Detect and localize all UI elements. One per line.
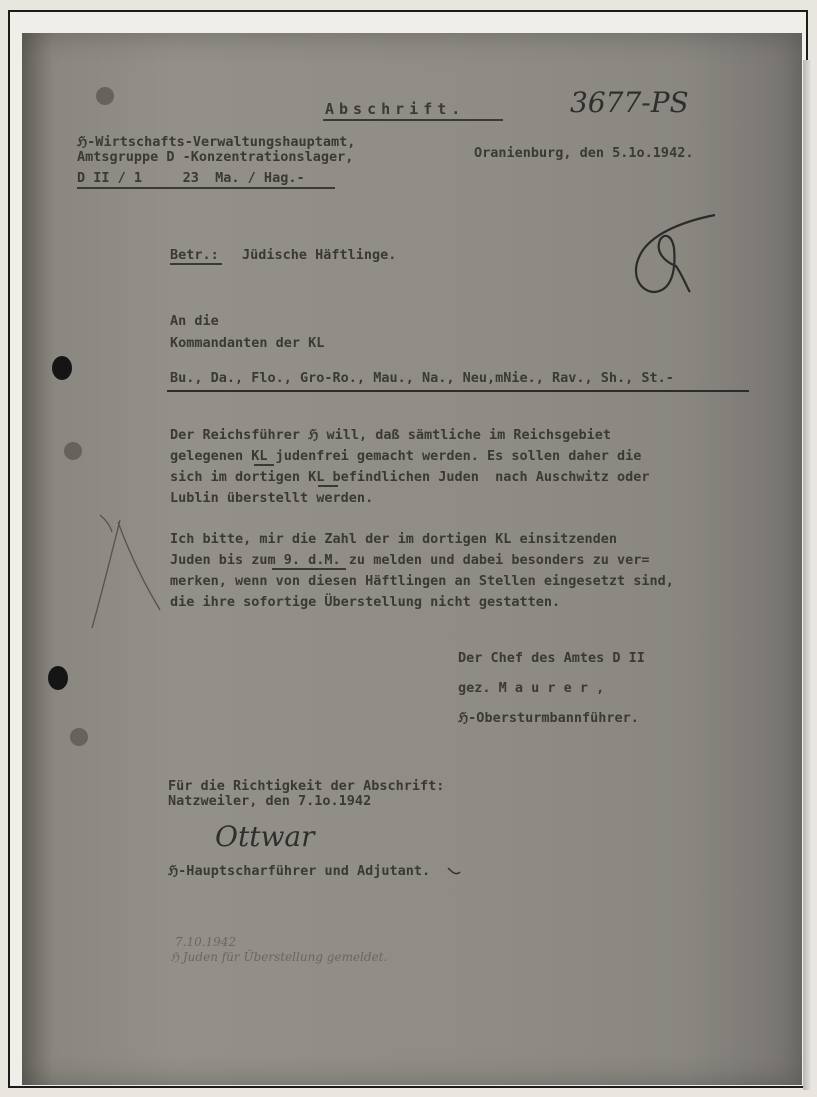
file-number: 3677-PS [570, 86, 689, 119]
body-p2-line-3: merken, wenn von diesen Häftlingen an Stellen eingesetzt sind, [170, 573, 674, 589]
initial-mark [636, 215, 715, 292]
body-p1-line-4: Lublin überstellt werden. [170, 490, 374, 506]
pencil-note-line-2: ℌ Juden für Überstellung gemeldet. [170, 950, 388, 964]
margin-mark [92, 515, 160, 628]
sender-line-1: ℌ-Wirtschafts-Verwaltungshauptamt, [77, 134, 356, 150]
subject: Jüdische Häftlinge. [242, 247, 397, 263]
body-p2-line-1: Ich bitte, mir die Zahl der im dortigen KL einsitzenden [170, 531, 618, 547]
document-title: Abschrift. [325, 100, 466, 118]
body-p1-line-1: Der Reichsführer ℌ will, daß sämtliche im Reichsgebiet [170, 427, 611, 443]
sender-line-2: Amtsgruppe D -Konzentrationslager, [77, 149, 354, 165]
handwritten-signature: Ottwar [215, 820, 315, 853]
certification-line-2: Natzweiler, den 7.1o.1942 [168, 793, 372, 809]
reference-number: D II / 1 23 Ma. / Hag.- [77, 170, 305, 186]
signature-line-1: Der Chef des Amtes D II [458, 650, 645, 666]
subject-label: Betr.: [170, 247, 219, 263]
recipient-line-2: Kommandanten der KL [170, 335, 325, 351]
certification-line-3: ℌ-Hauptscharführer und Adjutant. [168, 863, 431, 879]
certification-line-1: Für die Richtigkeit der Abschrift: [168, 778, 445, 794]
camp-list: Bu., Da., Flo., Gro-Ro., Mau., Na., Neu,mNie., Rav., Sh., St.- [170, 370, 674, 386]
pencil-note-line-1: 7.10.1942 [175, 935, 237, 949]
signature-line-3: ℌ-Obersturmbannführer. [458, 710, 639, 726]
recipient-line-1: An die [170, 313, 219, 329]
signature-flourish [448, 868, 460, 874]
body-p2-line-4: die ihre sofortige Überstellung nicht gestatten. [170, 594, 561, 610]
body-p1-line-2: gelegenen KL judenfrei gemacht werden. Es sollen daher die [170, 448, 642, 464]
body-p2-line-2: Juden bis zum 9. d.M. zu melden und dabei besonders zu ver= [170, 552, 650, 568]
signature-line-2: gez. M a u r e r , [458, 680, 605, 696]
place-date: Oranienburg, den 5.1o.1942. [474, 145, 694, 161]
body-p1-line-3: sich im dortigen KL befindlichen Juden nach Auschwitz oder [170, 469, 650, 485]
